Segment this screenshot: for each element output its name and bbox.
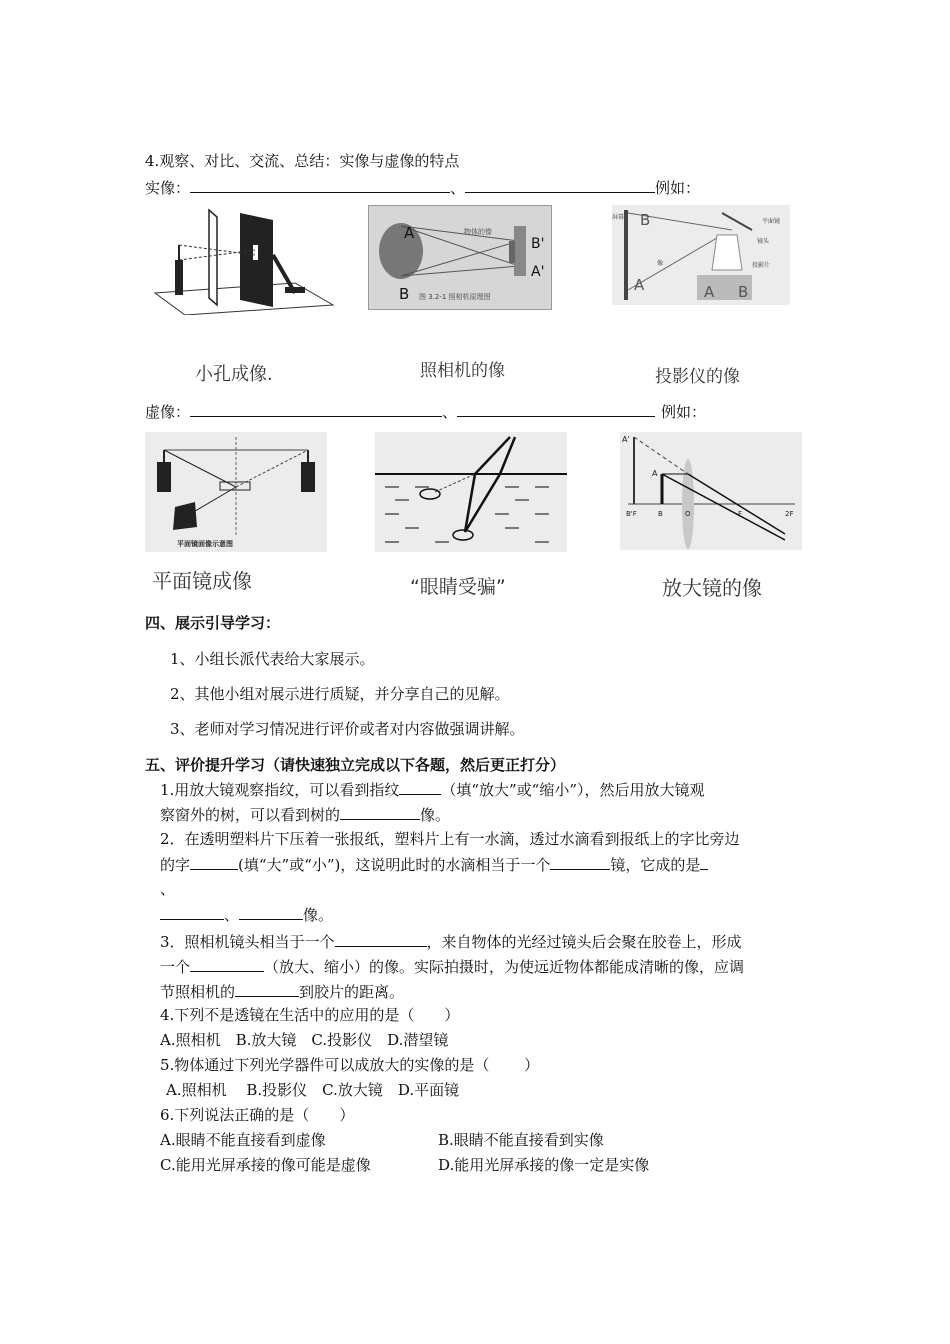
q3-text-e: 节照相机的 <box>160 983 236 1001</box>
label-b: B <box>399 285 410 303</box>
example-label: 例如： <box>661 403 707 421</box>
q2-blank-2[interactable] <box>550 853 610 870</box>
virtual-blank-1[interactable] <box>190 400 442 417</box>
mirror-fig-caption: 平面镜面像示意图 <box>177 540 233 548</box>
section-four-item-2: 2、其他小组对展示进行质疑，并分享自己的见解。 <box>170 685 510 703</box>
q2-blank-5[interactable] <box>239 903 303 920</box>
section-4-heading: 4.观察、对比、交流、总结：实像与虚像的特点 <box>145 152 460 170</box>
q3-blank-2[interactable] <box>190 955 264 972</box>
label-image: 像 <box>657 260 664 267</box>
label-mirror: 平面镜 <box>762 218 781 225</box>
label-b: B <box>658 510 663 518</box>
q2-blank-4[interactable] <box>160 903 224 920</box>
q1-line-2 <box>160 803 450 826</box>
q3-text-f: 到胶片的距离。 <box>299 983 405 1001</box>
q5-options: A.照相机 B.投影仪 C.放大镜 D.平面镜 <box>166 1081 460 1099</box>
camera-fig-caption: 图 3.2-1 照相机原理图 <box>419 293 491 301</box>
label-a: A <box>404 224 415 242</box>
label-screen: 屏幕 <box>612 214 625 221</box>
q2-line-2 <box>160 853 708 876</box>
q3-blank-1[interactable] <box>335 930 427 947</box>
label-b-small: B <box>738 283 749 301</box>
q1-blank-2[interactable] <box>340 803 420 820</box>
q2-text-f: 、 <box>224 906 240 924</box>
label-f: F <box>738 510 743 518</box>
camera-figure <box>368 205 552 310</box>
q2-text-g: 像。 <box>303 906 334 924</box>
q2-line-4 <box>160 903 333 926</box>
q2-blank-3[interactable] <box>700 853 708 870</box>
label-a-small: A <box>704 283 715 301</box>
magnifier-caption: 放大镜的像 <box>662 576 762 600</box>
label-o: O <box>685 510 691 518</box>
q3-text-b: ，来自物体的光经过镜头后会聚在胶卷上，形成 <box>426 933 742 951</box>
inner-label: 物体的像 <box>464 228 492 236</box>
real-blank-1[interactable] <box>190 176 450 193</box>
separator: 、 <box>442 403 458 421</box>
pinhole-figure <box>145 205 335 315</box>
q1-text-a: 1.用放大镜观察指纹，可以看到指纹 <box>160 781 400 799</box>
q3-line-3 <box>160 980 404 1003</box>
pinhole-caption: 小孔成像. <box>195 364 273 385</box>
q2-blank-1[interactable] <box>190 853 238 870</box>
real-blank-2[interactable] <box>465 176 655 193</box>
label-lens: 镜头 <box>757 238 770 245</box>
q2-line-1: 2．在透明塑料片下压着一张报纸，塑料片上有一水滴，透过水滴看到报纸上的字比旁边 <box>160 830 740 848</box>
q3-line-1 <box>160 930 742 953</box>
q6-option-b: B.眼睛不能直接看到实像 <box>438 1131 604 1149</box>
example-label: 例如： <box>655 179 701 197</box>
q1-blank-1[interactable] <box>399 778 441 795</box>
q1-text-d: 像。 <box>420 806 451 824</box>
section-four-item-3: 3、老师对学习情况进行评价或者对内容做强调讲解。 <box>170 720 525 738</box>
q6-option-a: A.眼睛不能直接看到虚像 <box>160 1131 326 1149</box>
plane-mirror-caption: 平面镜成像 <box>152 569 252 593</box>
fish-caption: “眼睛受骗” <box>410 576 506 598</box>
section-four-item-1: 1、小组长派代表给大家展示。 <box>170 650 375 668</box>
q2-line-3: 、 <box>160 880 176 898</box>
camera-caption: 照相机的像 <box>420 361 505 381</box>
virtual-image-line <box>145 400 706 423</box>
section-five-title: 五、评价提升学习（请快速独立完成以下各题，然后更正打分） <box>145 756 566 774</box>
real-image-line <box>145 176 700 199</box>
label-a-prime: A' <box>622 435 630 444</box>
label-bf: B'F <box>626 510 637 518</box>
q1-text-c: 察窗外的树，可以看到树的 <box>160 806 341 824</box>
q2-text-d: 镜，它成的是 <box>610 856 701 874</box>
q2-text-b: 的字 <box>160 856 191 874</box>
plane-mirror-figure <box>145 432 327 552</box>
virtual-blank-2[interactable] <box>457 400 655 417</box>
q6-option-c: C.能用光屏承接的像可能是虚像 <box>160 1156 371 1174</box>
real-image-label: 实像： <box>145 179 191 197</box>
fish-refraction-figure <box>375 432 567 552</box>
label-b-prime: B' <box>531 236 545 252</box>
q3-text-a: 3．照相机镜头相当于一个 <box>160 933 335 951</box>
separator: 、 <box>450 179 466 197</box>
projector-caption: 投影仪的像 <box>655 367 740 387</box>
q3-blank-3[interactable] <box>235 980 299 997</box>
q3-text-c: 一个 <box>160 958 191 976</box>
q1-text-b: （填“放大”或“缩小”），然后用放大镜观 <box>441 781 705 799</box>
q4-stem: 4.下列不是透镜在生活中的应用的是（ ） <box>160 1006 460 1024</box>
magnifier-figure <box>620 432 802 550</box>
section-four-title: 四、展示引导学习： <box>145 614 281 632</box>
label-a-prime: A' <box>531 264 545 280</box>
label-a: A <box>634 276 645 294</box>
q5-stem: 5.物体通过下列光学器件可以成放大的实像的是（ ） <box>160 1056 540 1074</box>
q6-option-d: D.能用光屏承接的像一定是实像 <box>438 1156 650 1174</box>
q2-text-c: (填“大”或“小”)，这说明此时的水滴相当于一个 <box>238 856 551 874</box>
q4-options: A.照相机 B.放大镜 C.投影仪 D.潜望镜 <box>160 1031 449 1049</box>
label-b: B <box>640 211 651 229</box>
q1-line-1 <box>160 778 705 801</box>
q3-text-d: （放大、缩小）的像。实际拍摄时，为使远近物体都能成清晰的像，应调 <box>264 958 745 976</box>
projector-figure <box>612 205 790 305</box>
label-2f: 2F <box>785 510 794 518</box>
label-a: A <box>652 469 658 478</box>
q6-stem: 6.下列说法正确的是（ ） <box>160 1106 355 1124</box>
virtual-image-label: 虚像： <box>145 403 191 421</box>
q3-line-2 <box>160 955 744 978</box>
label-slide: 投影片 <box>752 262 771 269</box>
